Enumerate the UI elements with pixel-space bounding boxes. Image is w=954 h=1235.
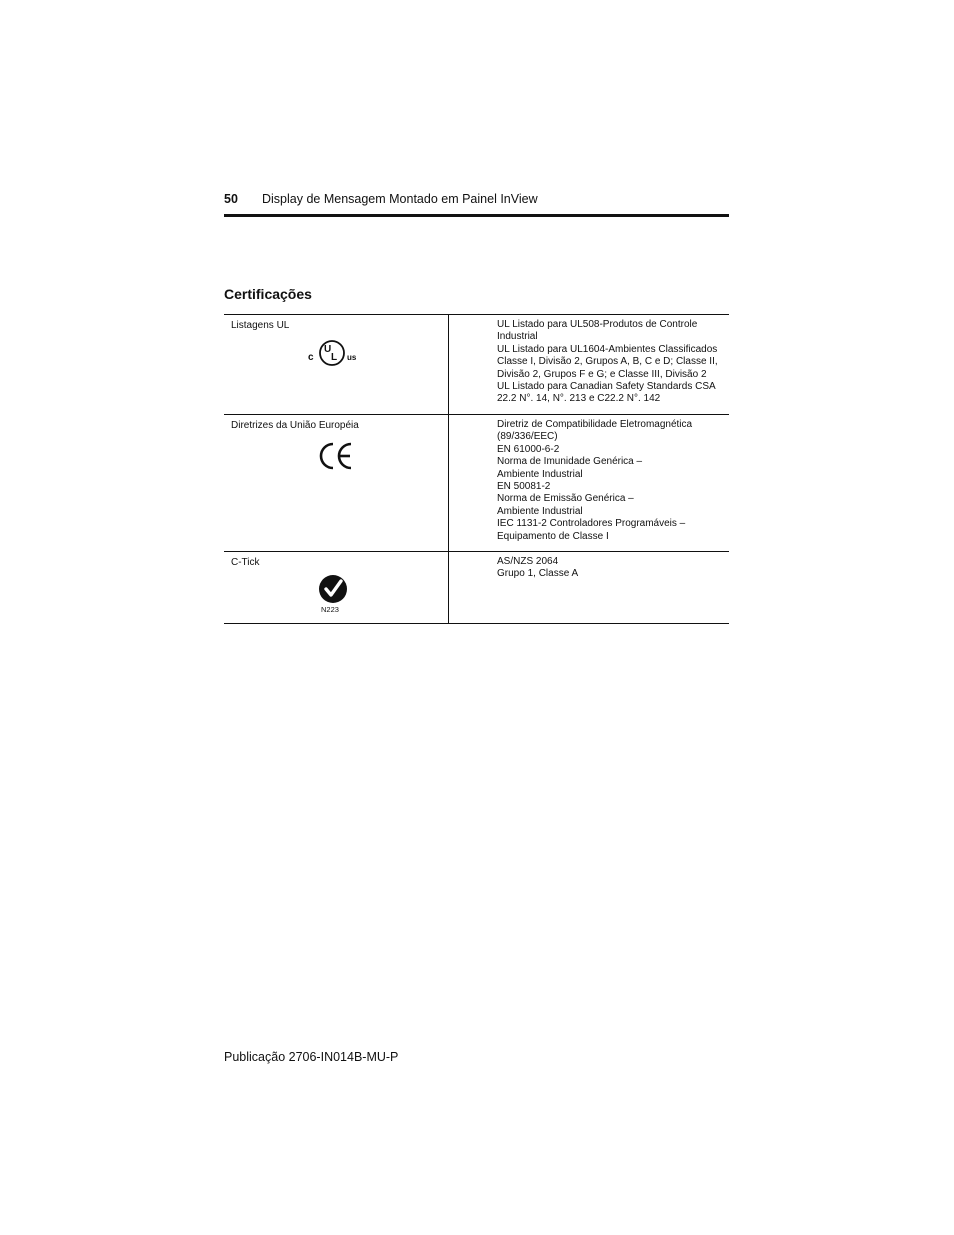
running-header: Display de Mensagem Montado em Painel InView: [262, 192, 538, 206]
cert-detail-line: AS/NZS 2064: [497, 556, 559, 567]
header-rule: [224, 214, 729, 217]
certifications-table: [224, 314, 729, 624]
cert-detail-line: Norma de Imunidade Genérica –: [497, 456, 643, 468]
section-title: Certificações: [224, 286, 312, 302]
cert-details: [497, 319, 723, 406]
table-row: [224, 315, 729, 415]
svg-text:L: L: [331, 352, 338, 363]
cert-details-cell: [449, 315, 729, 414]
table-row: [224, 552, 729, 624]
cert-details-cell: [449, 415, 729, 551]
cert-label: C-Tick: [231, 557, 260, 568]
svg-text:c: c: [308, 352, 314, 363]
cert-detail-line: Equipamento de Classe I: [497, 530, 609, 542]
cert-detail-line: Grupo 1, Classe A: [497, 568, 579, 580]
cert-detail-line: UL Listado para Canadian Safety Standards CSA: [497, 381, 716, 393]
cert-details: [497, 419, 723, 543]
cert-detail-line: Norma de Emissão Genérica –: [497, 493, 634, 505]
table-row: [224, 415, 729, 552]
cert-detail-line: Divisão 2, Grupos F e G; e Classe III, Divisão 2: [497, 368, 707, 380]
cert-label: Listagens UL: [231, 320, 290, 331]
cert-detail-line: UL Listado para UL1604-Ambientes Classificados: [497, 343, 718, 355]
cert-label: Diretrizes da União Européia: [231, 420, 359, 431]
footer-publication: Publicação 2706-IN014B-MU-P: [224, 1050, 399, 1064]
cul-us-listed-mark-icon: [308, 337, 360, 369]
cert-label-cell: [224, 315, 449, 414]
cert-detail-line: Ambiente Industrial: [497, 505, 583, 517]
cert-detail-line: Diretriz de Compatibilidade Eletromagnética: [497, 419, 693, 430]
cert-detail-line: UL Listado para UL508-Produtos de Controle: [497, 319, 698, 330]
cert-detail-line: EN 50081-2: [497, 481, 551, 493]
cert-detail-line: Classe I, Divisão 2, Grupos A, B, C e D; Classe II,: [497, 356, 718, 368]
cert-label-cell: [224, 552, 449, 623]
svg-text:U: U: [324, 344, 332, 355]
cert-detail-line: 22.2 N°. 14, N°. 213 e C22.2 N°. 142: [497, 393, 661, 405]
cert-detail-line: EN 61000-6-2: [497, 443, 560, 455]
cert-detail-line: IEC 1131-2 Controladores Programáveis –: [497, 518, 686, 530]
c-tick-code: N223: [321, 605, 339, 614]
page-number: 50: [224, 192, 238, 206]
cert-details: [497, 556, 723, 581]
cert-detail-line: Ambiente Industrial: [497, 468, 583, 480]
cert-label-cell: [224, 415, 449, 551]
c-tick-mark-icon: [318, 574, 348, 604]
cert-details-cell: [449, 552, 729, 623]
cert-detail-line: (89/336/EEC): [497, 431, 558, 443]
svg-text:us: us: [347, 353, 357, 362]
cert-detail-line: Industrial: [497, 331, 538, 343]
ce-mark-icon: [318, 441, 354, 471]
